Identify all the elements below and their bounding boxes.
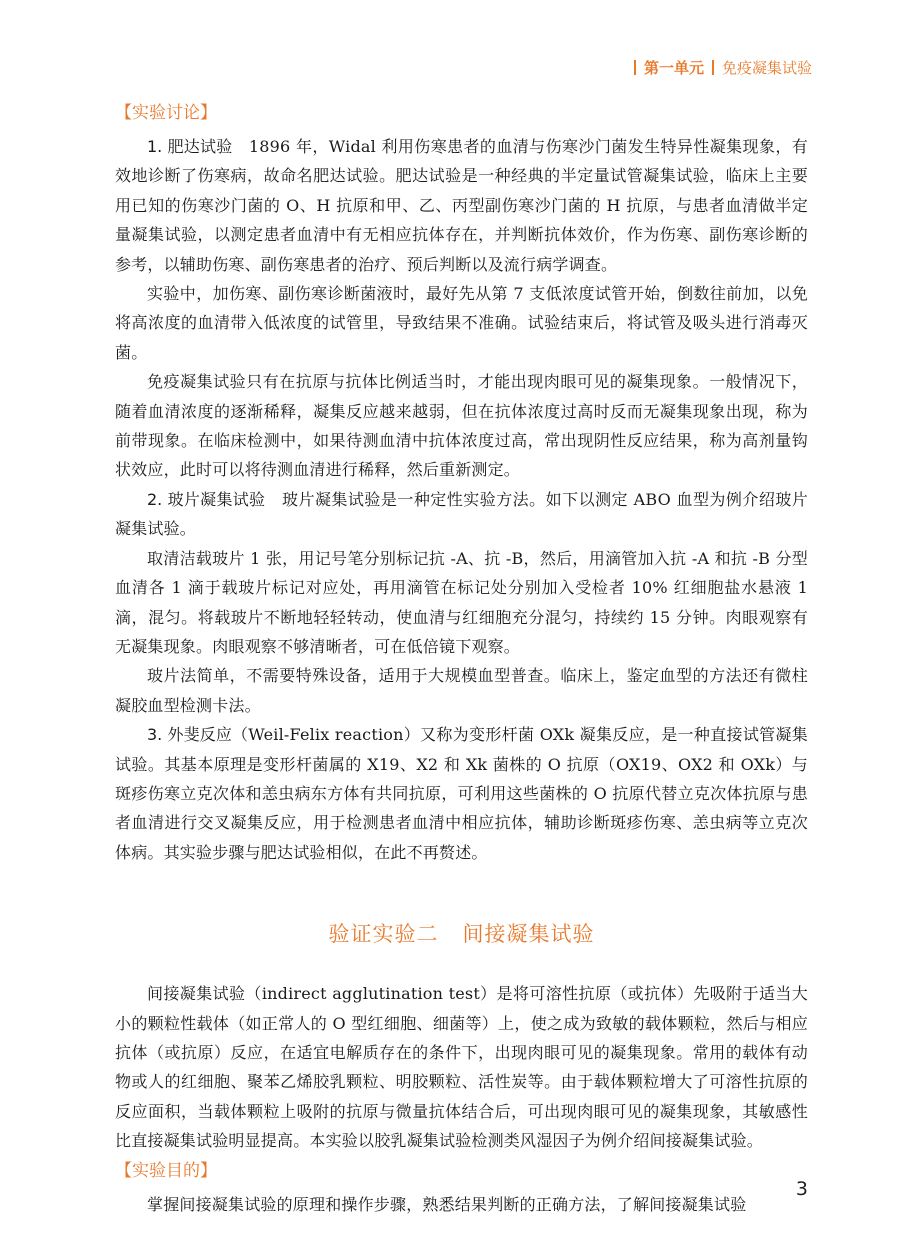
paragraph-indirect-intro: 间接凝集试验（indirect agglutination test）是将可溶性抗原（或抗体）先吸附于适当大小的颗粒性载体（如正常人的 O 型红细胞、细菌等）上，使之成为致敏的载体颗粒，然后与相应抗体（或抗原）反应，在适宜电解质存在的条件下，出现肉眼可见的凝集现象。常用的载体有动物或人的红细胞、聚苯乙烯胶乳颗粒、明胶颗粒、活性炭等。由于载体颗粒增大了可溶性抗原的反应面积，当载体颗粒上吸附的抗原与微量抗体结合后，可出现肉眼可见的凝集现象，其敏感性比直接凝集试验明显提高。本实验以胶乳凝集试验检测类风湿因子为例介绍间接凝集试验。: [115, 984, 808, 1151]
paragraph-text: （Weil-Felix reaction）又称为变形杆菌 OXk 凝集反应，是一种直接试管凝集试验。其基本原理是变形杆菌属的 X19、X2 和 Xk 菌株的 O 抗原（OX19、OX2 和 OXk）与斑疹伤寒立克次体和恙虫病东方体有共同抗原，可利用这些菌株的 O 抗原代替立克次体抗原与患者血清进行交叉凝集反应，用于检测患者血清中相应抗体，辅助诊断斑疹伤寒、恙虫病等立克次体病。其实验步骤与肥达试验相似，在此不再赘述。: [115, 725, 808, 862]
paragraph-slide-summary: 玻片法简单，不需要特殊设备，适用于大规模血型普查。临床上，鉴定血型的方法还有微柱凝胶血型检测卡法。: [115, 666, 808, 715]
experiment-title: [115, 919, 808, 949]
running-header: [634, 57, 812, 78]
paragraph-widal-procedure: 实验中，加伤寒、副伤寒诊断菌液时，最好先从第 7 支低浓度试管开始，倒数往前加，以免将高浓度的血清带入低浓度的试管里，导致结果不准确。试验结束后，将试管及吸头进行消毒灭菌。: [115, 284, 808, 362]
section-label-purpose: 【实验目的】: [115, 1160, 217, 1181]
page-number: 3: [795, 1178, 808, 1200]
section-label-discussion: 【实验讨论】: [115, 103, 217, 123]
experiment-number: 验证实验二: [328, 922, 439, 947]
header-divider: [712, 60, 714, 75]
main-content: [115, 98, 808, 1219]
header-chapter: 免疫凝集试验: [721, 59, 812, 77]
paragraph-prozone: 免疫凝集试验只有在抗原与抗体比例适当时，才能出现肉眼可见的凝集现象。一般情况下，随着血清浓度的逐渐稀释，凝集反应越来越弱，但在抗体浓度过高时反而无凝集现象出现，称为前带现象。在临床检测中，如果待测血清中抗体浓度过高，常出现阴性反应结果，称为高剂量钩状效应，此时可以将待测血清进行稀释，然后重新测定。: [115, 372, 808, 480]
paragraph-widal-intro: [115, 132, 808, 279]
header-unit: 第一单元: [643, 59, 704, 77]
paragraph-title-slide: 2. 玻片凝集试验: [147, 489, 266, 509]
paragraph-title-weil-felix: 3. 外斐反应: [147, 725, 232, 745]
paragraph-slide-procedure: 取清洁载玻片 1 张，用记号笔分别标记抗 -A、抗 -B，然后，用滴管加入抗 -A 和抗 -B 分型血清各 1 滴于载玻片标记对应处，再用滴管在标记处分别加入受检者 10% 红细胞盐水悬液 1 滴，混匀。将载玻片不断地轻轻转动，使血清与红细胞充分混匀，持续约 15 分钟。肉眼观察有无凝集现象。肉眼观察不够清晰者，可在低倍镜下观察。: [115, 548, 808, 656]
paragraph-purpose: 掌握间接凝集试验的原理和操作步骤，熟悉结果判断的正确方法，了解间接凝集试验: [147, 1194, 747, 1214]
experiment-name: 间接凝集试验: [462, 922, 595, 947]
paragraph-text: 1896 年，Widal 利用伤寒患者的血清与伤寒沙门菌发生特异性凝集现象，有效地诊断了伤寒病，故命名肥达试验。肥达试验是一种经典的半定量试管凝集试验，临床上主要用已知的伤寒沙门菌的 O、H 抗原和甲、乙、丙型副伤寒沙门菌的 H 抗原，与患者血清做半定量凝集试验，以测定患者血清中有无相应抗体存在，并判断抗体效价，作为伤寒、副伤寒诊断的参考，以辅助伤寒、副伤寒患者的治疗、预后判断以及流行病学调查。: [115, 137, 808, 274]
paragraph-weil-felix: [115, 720, 808, 867]
paragraph-title-widal: 1. 肥达试验: [147, 137, 233, 156]
header-divider: [634, 60, 636, 75]
paragraph-slide-intro: [115, 485, 808, 544]
paragraph-text: 玻片凝集试验是一种定性实验方法。如下以测定 ABO 血型为例介绍玻片凝集试验。: [115, 489, 809, 539]
